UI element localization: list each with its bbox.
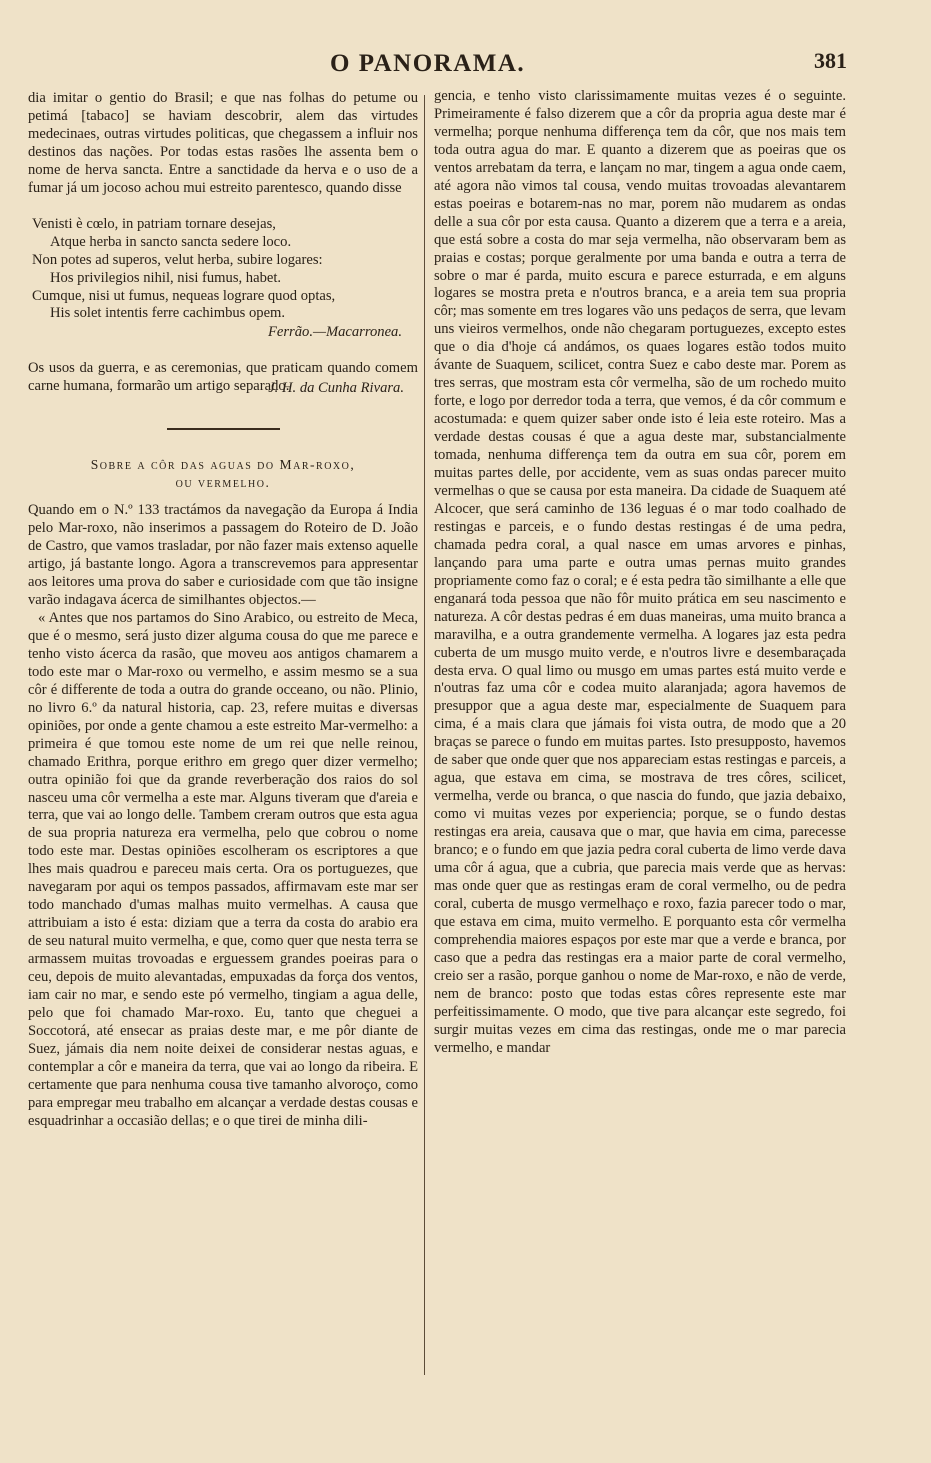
- paragraph-article-intro: Quando em o N.º 133 tractámos da navegação da Europa á India pelo Mar-roxo, não inserimos a passagem do Roteiro de D. João de Castro, que vamos trasladar, por não fazer mais extenso aquelle artigo, já bastante longo. Agora a transcrevemos para appresentar aos leitores uma prova do saber e curiosidade com que tão insigne varão indagava ácerca de similhantes objectos.—: [28, 502, 418, 609]
- latin-verse: [32, 216, 418, 324]
- article-title-line-2: ou vermelho.: [175, 475, 271, 491]
- author-signature: J. H. da Cunha Rivara.: [268, 380, 404, 397]
- article-title-line-1: Sobre a côr das aguas do Mar-roxo,: [90, 457, 356, 473]
- newspaper-title: O PANORAMA.: [330, 50, 526, 77]
- column-divider: [424, 95, 425, 1375]
- verse-line-5: Cumque, nisi ut fumus, nequeas lograre quod optas,: [32, 287, 336, 304]
- verse-line-6: His solet intentis ferre cachimbus opem.: [50, 305, 286, 322]
- verse-line-1: Venisti è cœlo, in patriam tornare desejas,: [32, 215, 276, 232]
- verse-line-2: Atque herba in sancto sancta sedere loco.: [50, 233, 292, 250]
- left-column: [28, 90, 418, 1131]
- paragraph-castro-quote-continued: gencia, e tenho visto clarissimamente muitas vezes é o seguinte. Primeiramente é falso dizerem que a côr da propria agua deste mar é vermelha; porque nenhuma differença tem da côr, que nos mais tem toda outra agua do mar. E quanto a dizerem que as poeiras que os ventos arrebatam da terra, e lançam no mar, tingem a agua onde caem, até agora não vimos tal cousa, vendo muitas trovoadas alevantarem estas poeiras e botarem-nas no mar, porem não mudarem as ondas delle a sua côr por esta causa. Quanto a dizerem que a terra e a areia, que está sobre a costa do mar seja vermelha, não observaram bem as praias e costas; porque geralmente por uma banda e outra a terra de sobre o mar é parda, muito escura e parece esturrada, e em alguns logares se mostra preta e n'outros branca, e a areia tem sua propria côr; mas somente em tres logares vão uns pedaços de serra, que levam uns vieiros vermelhos, onde não chegaram portuguezes, excepto estes que o dia d'hoje cá andámos, os quaes logares estão todos muito ávante de Suaquem, scilicet, contra Suez e cabo deste mar. Porem as tres serras, que mostram esta côr vermelha, são de um rochedo muito forte, e logo por derredor toda a terra, que vemos, é da côr commum e acostumada: e quem quizer saber onde isto é leia este roteiro. Mas a verdade destas cousas é que a agua deste mar, substancialmente tomada, nenhuma differença tem da outra em sua côr, porem em muitas partes delle, por accidente, vem as suas ondas parecer muito vermelhas o que se causa por esta maneira. Da cidade de Suaquem até Alcocer, que será caminho de 136 leguas é o mar todo coalhado de restingas e parceis, e o fundo destas restingas é de uma pedra, chamada pedra coral, a qual nasce em umas arvores e pinhas, lançando para uma parte e outra umas pernas muito grandes propriamente como faz o coral; e é esta pedra tão similhante a elle que enganará toda pessoa que não fôr muito prática em seu nascimento e natureza. A côr destas pedras é em duas maneiras, uma muito branca a maravilha, e a outra grandemente vermelha. A logares jaz esta pedra cuberta de um musgo muito verde, e n'outros livre e desembaraçada desta erva. O qual limo ou musgo em umas partes está muito verde e n'outras faz uma côr e codea muito alaranjada; agora havemos de presuppor que a agua deste mar, especialmente de Suaquem para cima, é a mais clara que jámais foi vista outra, de modo que a 20 braças se parece o fundo em muitas partes. Isto presupposto, havemos de saber que onde quer que nos appareciam estas restingas e parceis, a agua, que estava em cima, se mostrava de tres côres, scilicet, vermelha, verde ou branca, o que nascia do fundo, que jazia debaixo, como vi muitas vezes por experiencia; porque, se o fundo destas restingas era areia, causava que o mar, que havia em cima, parecesse branco; e o fundo em que jazia pedra coral cuberta de limo verde dava uma côr á agua, que a cubria, que parecia mais verde que as hervas: mas onde quer que as restingas eram de coral vermelho, ou de pedra coral, cuberta de musgo vermelhaço e roxo, fazia parecer todo o mar, que estava em cima, muito vermelho. E porquanto esta côr vermelha comprehendia maiores espaços por este mar que a verde e branca, por caso que a pedra das restingas era a maior parte de coral vermelho, creio ser a rasão, porque ganhou o nome de Mar-roxo, e não de verde, nem de branco: posto que todas estas côres represente este mar perfeitissimamente. O modo, que tive para alcançar este segredo, foi surgir muitas vezes em cima das restingas, onde me o mar parecia vermelho, e mandar: [434, 88, 846, 1056]
- paragraph-tobacco-end: dia imitar o gentio do Brasil; e que nas folhas do petume ou petimá [tabaco] se haviam descobrir, alem das virtudes medecinaes, outras virtudes politicas, que chegassem a influir nos destinos das nações. Por todas estas rasões lhe assenta bem o nome de herva sancta. Entre a sanctidade da herva e o uso de a fumar já um jocoso achou mui estreito parentesco, quando disse: [28, 90, 418, 196]
- section-divider: [167, 428, 280, 430]
- right-column: [434, 88, 846, 1057]
- masthead: [0, 44, 931, 84]
- paragraph-castro-quote: « Antes que nos partamos do Sino Arabico, ou estreito de Meca, que é o mesmo, será justo dizer alguma cousa do que me parece e tenho visto ácerca da rasão, que moveu aos antigos chamarem a todo este mar o Mar-roxo ou vermelho, e assim mesmo se a sua côr é differente de toda a outra do grande occeano, ou não. Plinio, no livro 6.º da natural historia, cap. 23, refere muitas e diversas opiniões, por onde a gente chamou a este estreito Mar-vermelho: a primeira é que tomou este nome de um rei que nelle reinou, chamado Erithra, porque erithro em grego quer dizer vermelho; outra opinião foi que da grande reverberação dos raios do sol nasceu uma côr vermelha a este mar. Alguns tiveram que d'areia e terra, que vai ao longo delle. Tambem creram outros que esta agua de sua propria natureza era vermelha, pelo que cobrou o nome todo este mar. Destas opiniões escolheram os escriptores a que lhes mais quadrou e pareceu mais certa. Ora os portuguezes, que navegaram por aqui os tempos passados, affirmavam este mar ser todo manchado d'umas malhas muito vermelhas. A causa que attribuiam a isto é esta: diziam que a terra da costa do arabio era de seu natural muito vermelha, e que, como quer que nesta terra se armassem muitas trovoadas e erguessem grandes poeiras para o ceu, depois de muito alevantadas, empuxadas da força dos ventos, iam cair no mar, e sendo este pó vermelho, tingiam a agua delle, pelo que foi chamado Mar-roxo. Eu, tanto que cheguei a Soccotorá, até ensecar as praias deste mar, e me pôr diante de Suez, jámais dia nem noite deixei de considerar nestas aguas, e contemplar a côr e maneira da terra, que vai ao longo da ribeira. E certamente que para nenhuma cousa tive tamanho alvoroço, como para empregar meu trabalho em alcançar a verdade destas cousas e esquadrinhar a occasião dellas; e o que tirei de minha dili-: [28, 609, 418, 1129]
- verse-line-4: Hos privilegios nihil, nisi fumus, habet.: [50, 269, 282, 286]
- verse-citation: Ferrão.—Macarronea.: [267, 324, 402, 341]
- paragraph-war-customs: Os usos da guerra, e as ceremonias, que praticam quando comem carne humana, formarão um artigo separado.: [28, 360, 418, 395]
- article-heading: [28, 456, 418, 492]
- page-number: 381: [814, 48, 847, 73]
- verse-line-3: Non potes ad superos, velut herba, subire logares:: [32, 251, 323, 268]
